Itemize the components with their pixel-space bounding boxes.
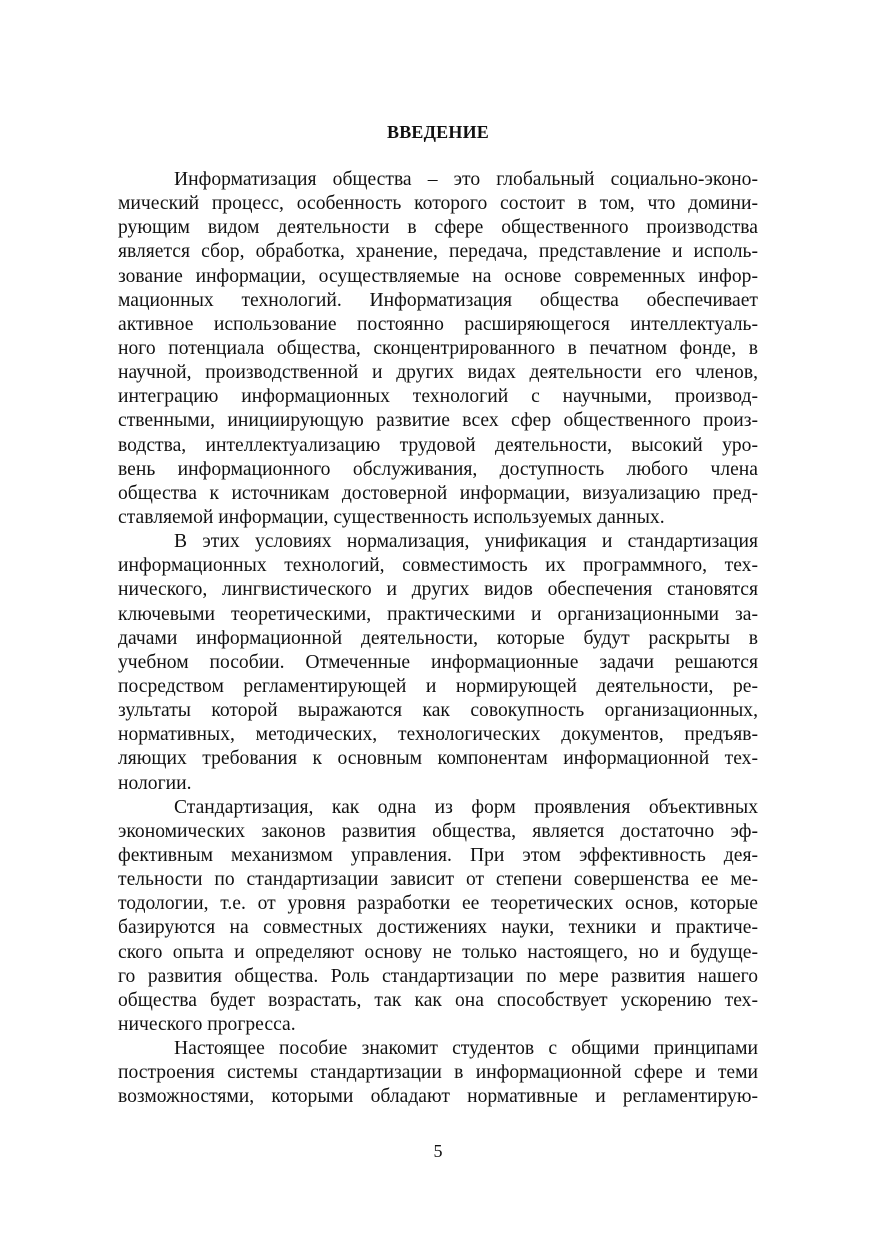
text-line: учебном пособии. Отмеченные информационные задачи решаются <box>118 651 758 673</box>
text-line: рующим видом деятельности в сфере общественного производства <box>118 217 758 239</box>
text-line: тодологии, т.е. от уровня разработки ее теоретических основ, которые <box>118 893 758 915</box>
text-line: общества будет возрастать, так как она способствует ускорению тех- <box>118 989 758 1011</box>
document-page <box>118 0 758 1240</box>
text-line: является сбор, обработка, хранение, передача, представление и исполь- <box>118 241 758 263</box>
page-title: ВВЕДЕНИЕ <box>386 122 489 142</box>
text-line: зультаты которой выражаются как совокупность организационных, <box>118 700 758 722</box>
text-line: В этих условиях нормализация, унификация и стандартизация <box>174 531 758 553</box>
text-line: ляющих требования к основным компонентам информационной тех- <box>118 748 758 770</box>
text-line: возможностями, которыми обладают нормативные и регламентирую- <box>118 1086 758 1108</box>
paragraph <box>118 796 758 1037</box>
text-line: построения системы стандартизации в информационной сфере и теми <box>118 1062 758 1084</box>
text-line: Информатизация общества – это глобальный социально-эконо- <box>174 169 758 190</box>
text-line: ставляемой информации, существенность используемых данных. <box>118 506 665 528</box>
paragraph <box>118 168 758 530</box>
text-line: научной, производственной и других видах деятельности его членов, <box>118 362 758 384</box>
text-line: ного потенциала общества, сконцентрированного в печатном фонде, в <box>118 337 758 359</box>
text-line: информационных технологий, совместимость их программного, тех- <box>118 555 758 577</box>
text-line: дачами информационной деятельности, которые будут раскрыты в <box>118 627 758 649</box>
paragraph <box>118 1037 758 1109</box>
page-number: 5 <box>433 1141 443 1161</box>
text-line: нического, лингвистического и других видов обеспечения становятся <box>118 579 758 601</box>
text-line: экономических законов развития общества, является достаточно эф- <box>118 820 758 842</box>
text-line: нического прогресса. <box>118 1013 296 1035</box>
text-line: мационных технологий. Информатизация общества обеспечивает <box>118 289 758 311</box>
text-line: мический процесс, особенность которого состоит в том, что домини- <box>118 193 758 215</box>
text-line: Стандартизация, как одна из форм проявления объективных <box>174 796 758 818</box>
text-line: интеграцию информационных технологий с научными, производ- <box>118 386 758 408</box>
text-line: фективным механизмом управления. При этом эффективность дея- <box>118 844 758 866</box>
text-line: го развития общества. Роль стандартизации по мере развития нашего <box>118 965 758 987</box>
text-line: вень информационного обслуживания, доступность любого члена <box>118 458 758 480</box>
text-line: ственными, инициирующую развитие всех сфер общественного произ- <box>118 410 758 432</box>
text-line: Настоящее пособие знакомит студентов с общими принципами <box>174 1038 758 1060</box>
text-line: зование информации, осуществляемые на основе современных инфор- <box>118 265 758 287</box>
text-line: базируются на совместных достижениях науки, техники и практиче- <box>118 917 758 939</box>
body-text <box>118 168 758 1109</box>
text-line: водства, интеллектуализацию трудовой деятельности, высокий уро- <box>118 434 758 456</box>
text-line: общества к источникам достоверной информации, визуализацию пред- <box>118 482 758 504</box>
paragraph <box>118 530 758 796</box>
text-line: ского опыта и определяют основу не только настоящего, но и будуще- <box>118 941 758 963</box>
text-line: нологии. <box>118 772 192 794</box>
text-line: посредством регламентирующей и нормирующей деятельности, ре- <box>118 675 758 697</box>
text-line: активное использование постоянно расширяющегося интеллектуаль- <box>118 313 758 335</box>
text-line: нормативных, методических, технологических документов, предъяв- <box>118 724 758 746</box>
text-line: тельности по стандартизации зависит от степени совершенства ее ме- <box>118 869 758 891</box>
text-line: ключевыми теоретическими, практическими и организационными за- <box>118 603 758 625</box>
